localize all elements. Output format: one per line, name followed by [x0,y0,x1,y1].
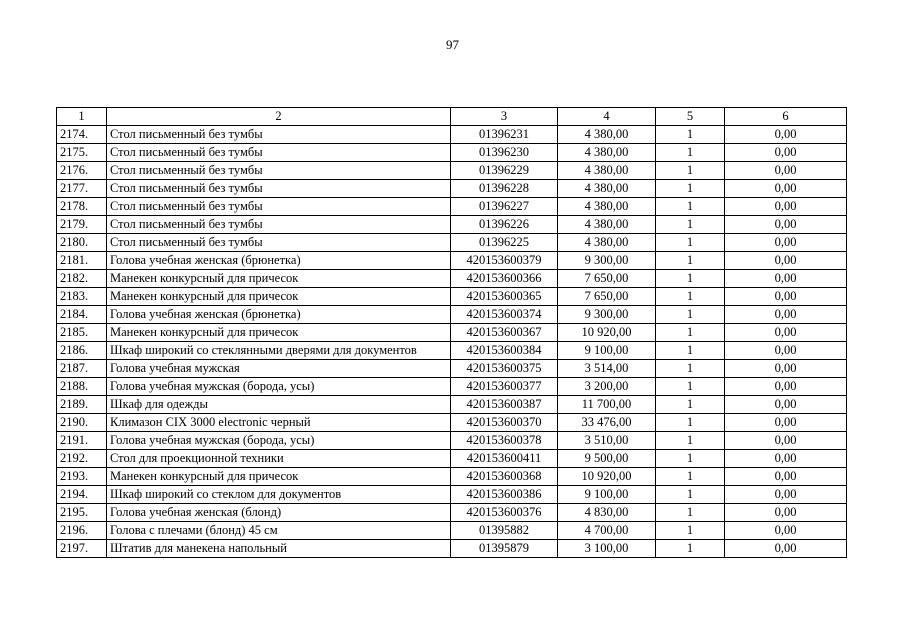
inventory-code-cell: 420153600411 [451,450,558,468]
row-number-cell: 2188. [57,378,107,396]
row-number-cell: 2175. [57,144,107,162]
inventory-code-cell: 420153600386 [451,486,558,504]
price-cell: 4 380,00 [558,162,656,180]
item-name-cell: Голова с плечами (блонд) 45 см [107,522,451,540]
amount-cell: 0,00 [725,216,847,234]
table-row [57,450,847,468]
table-row [57,252,847,270]
price-cell: 9 300,00 [558,306,656,324]
quantity-cell: 1 [656,468,725,486]
row-number-cell: 2184. [57,306,107,324]
quantity-cell: 1 [656,432,725,450]
quantity-cell: 1 [656,180,725,198]
item-name-cell: Шкаф широкий со стеклянными дверями для документов [107,342,451,360]
table-row [57,324,847,342]
inventory-code-cell: 01396225 [451,234,558,252]
price-cell: 7 650,00 [558,288,656,306]
table-row [57,522,847,540]
row-number-cell: 2185. [57,324,107,342]
item-name-cell: Голова учебная мужская (борода, усы) [107,432,451,450]
amount-cell: 0,00 [725,324,847,342]
column-header: 4 [558,108,656,126]
quantity-cell: 1 [656,198,725,216]
table-row [57,396,847,414]
amount-cell: 0,00 [725,432,847,450]
row-number-cell: 2194. [57,486,107,504]
table-header-row [57,108,847,126]
table-row [57,504,847,522]
quantity-cell: 1 [656,234,725,252]
price-cell: 4 380,00 [558,216,656,234]
quantity-cell: 1 [656,126,725,144]
amount-cell: 0,00 [725,126,847,144]
item-name-cell: Стол для проекционной техники [107,450,451,468]
amount-cell: 0,00 [725,252,847,270]
inventory-code-cell: 420153600367 [451,324,558,342]
item-name-cell: Манекен конкурсный для причесок [107,468,451,486]
table-row [57,180,847,198]
price-cell: 4 380,00 [558,198,656,216]
item-name-cell: Голова учебная женская (блонд) [107,504,451,522]
quantity-cell: 1 [656,522,725,540]
quantity-cell: 1 [656,504,725,522]
table-row [57,360,847,378]
item-name-cell: Манекен конкурсный для причесок [107,288,451,306]
quantity-cell: 1 [656,414,725,432]
row-number-cell: 2180. [57,234,107,252]
row-number-cell: 2178. [57,198,107,216]
item-name-cell: Стол письменный без тумбы [107,144,451,162]
quantity-cell: 1 [656,162,725,180]
quantity-cell: 1 [656,270,725,288]
inventory-code-cell: 420153600387 [451,396,558,414]
inventory-code-cell: 420153600384 [451,342,558,360]
table-row [57,342,847,360]
inventory-code-cell: 01395879 [451,540,558,558]
inventory-code-cell: 420153600366 [451,270,558,288]
table-row [57,486,847,504]
amount-cell: 0,00 [725,198,847,216]
amount-cell: 0,00 [725,378,847,396]
quantity-cell: 1 [656,324,725,342]
item-name-cell: Стол письменный без тумбы [107,198,451,216]
quantity-cell: 1 [656,216,725,234]
price-cell: 33 476,00 [558,414,656,432]
amount-cell: 0,00 [725,396,847,414]
price-cell: 7 650,00 [558,270,656,288]
column-header: 3 [451,108,558,126]
item-name-cell: Голова учебная женская (брюнетка) [107,306,451,324]
item-name-cell: Стол письменный без тумбы [107,216,451,234]
inventory-code-cell: 420153600368 [451,468,558,486]
item-name-cell: Шкаф широкий со стеклом для документов [107,486,451,504]
amount-cell: 0,00 [725,288,847,306]
table-row [57,288,847,306]
inventory-code-cell: 420153600376 [451,504,558,522]
table-row [57,162,847,180]
inventory-code-cell: 01396231 [451,126,558,144]
amount-cell: 0,00 [725,540,847,558]
row-number-cell: 2174. [57,126,107,144]
price-cell: 4 700,00 [558,522,656,540]
row-number-cell: 2190. [57,414,107,432]
table-row [57,432,847,450]
price-cell: 3 100,00 [558,540,656,558]
row-number-cell: 2179. [57,216,107,234]
amount-cell: 0,00 [725,270,847,288]
item-name-cell: Голова учебная женская (брюнетка) [107,252,451,270]
quantity-cell: 1 [656,540,725,558]
quantity-cell: 1 [656,342,725,360]
item-name-cell: Штатив для манекена напольный [107,540,451,558]
amount-cell: 0,00 [725,144,847,162]
amount-cell: 0,00 [725,342,847,360]
price-cell: 4 380,00 [558,144,656,162]
row-number-cell: 2181. [57,252,107,270]
quantity-cell: 1 [656,396,725,414]
item-name-cell: Манекен конкурсный для причесок [107,324,451,342]
inventory-code-cell: 420153600377 [451,378,558,396]
quantity-cell: 1 [656,360,725,378]
row-number-cell: 2191. [57,432,107,450]
amount-cell: 0,00 [725,414,847,432]
quantity-cell: 1 [656,288,725,306]
row-number-cell: 2177. [57,180,107,198]
item-name-cell: Шкаф для одежды [107,396,451,414]
table-row [57,378,847,396]
amount-cell: 0,00 [725,234,847,252]
row-number-cell: 2195. [57,504,107,522]
amount-cell: 0,00 [725,504,847,522]
table-row [57,270,847,288]
price-cell: 10 920,00 [558,324,656,342]
page-number: 97 [446,37,459,52]
column-header: 2 [107,108,451,126]
quantity-cell: 1 [656,144,725,162]
price-cell: 4 380,00 [558,126,656,144]
price-cell: 4 830,00 [558,504,656,522]
inventory-table [56,107,847,558]
quantity-cell: 1 [656,306,725,324]
row-number-cell: 2196. [57,522,107,540]
column-header: 1 [57,108,107,126]
row-number-cell: 2176. [57,162,107,180]
amount-cell: 0,00 [725,162,847,180]
table-row [57,540,847,558]
quantity-cell: 1 [656,378,725,396]
price-cell: 9 300,00 [558,252,656,270]
inventory-code-cell: 420153600365 [451,288,558,306]
item-name-cell: Стол письменный без тумбы [107,162,451,180]
quantity-cell: 1 [656,450,725,468]
table-row [57,414,847,432]
row-number-cell: 2192. [57,450,107,468]
inventory-code-cell: 420153600374 [451,306,558,324]
inventory-code-cell: 420153600370 [451,414,558,432]
quantity-cell: 1 [656,252,725,270]
amount-cell: 0,00 [725,486,847,504]
table-row [57,144,847,162]
price-cell: 11 700,00 [558,396,656,414]
row-number-cell: 2189. [57,396,107,414]
row-number-cell: 2197. [57,540,107,558]
row-number-cell: 2187. [57,360,107,378]
price-cell: 3 510,00 [558,432,656,450]
item-name-cell: Голова учебная мужская [107,360,451,378]
table-row [57,126,847,144]
row-number-cell: 2183. [57,288,107,306]
inventory-code-cell: 01396230 [451,144,558,162]
table-row [57,216,847,234]
row-number-cell: 2182. [57,270,107,288]
price-cell: 3 514,00 [558,360,656,378]
item-name-cell: Климазон CIX 3000 electronic черный [107,414,451,432]
inventory-code-cell: 01396229 [451,162,558,180]
amount-cell: 0,00 [725,180,847,198]
column-header: 5 [656,108,725,126]
amount-cell: 0,00 [725,450,847,468]
item-name-cell: Голова учебная мужская (борода, усы) [107,378,451,396]
inventory-code-cell: 420153600375 [451,360,558,378]
column-header: 6 [725,108,847,126]
price-cell: 4 380,00 [558,234,656,252]
item-name-cell: Стол письменный без тумбы [107,234,451,252]
table-row [57,198,847,216]
item-name-cell: Стол письменный без тумбы [107,180,451,198]
price-cell: 9 500,00 [558,450,656,468]
price-cell: 4 380,00 [558,180,656,198]
row-number-cell: 2193. [57,468,107,486]
price-cell: 9 100,00 [558,486,656,504]
table-row [57,234,847,252]
item-name-cell: Манекен конкурсный для причесок [107,270,451,288]
row-number-cell: 2186. [57,342,107,360]
inventory-code-cell: 420153600379 [451,252,558,270]
table-row [57,468,847,486]
amount-cell: 0,00 [725,522,847,540]
inventory-code-cell: 01396227 [451,198,558,216]
amount-cell: 0,00 [725,468,847,486]
amount-cell: 0,00 [725,306,847,324]
price-cell: 10 920,00 [558,468,656,486]
inventory-code-cell: 01396226 [451,216,558,234]
inventory-code-cell: 01396228 [451,180,558,198]
amount-cell: 0,00 [725,360,847,378]
quantity-cell: 1 [656,486,725,504]
price-cell: 9 100,00 [558,342,656,360]
table-row [57,306,847,324]
price-cell: 3 200,00 [558,378,656,396]
inventory-code-cell: 420153600378 [451,432,558,450]
inventory-code-cell: 01395882 [451,522,558,540]
item-name-cell: Стол письменный без тумбы [107,126,451,144]
